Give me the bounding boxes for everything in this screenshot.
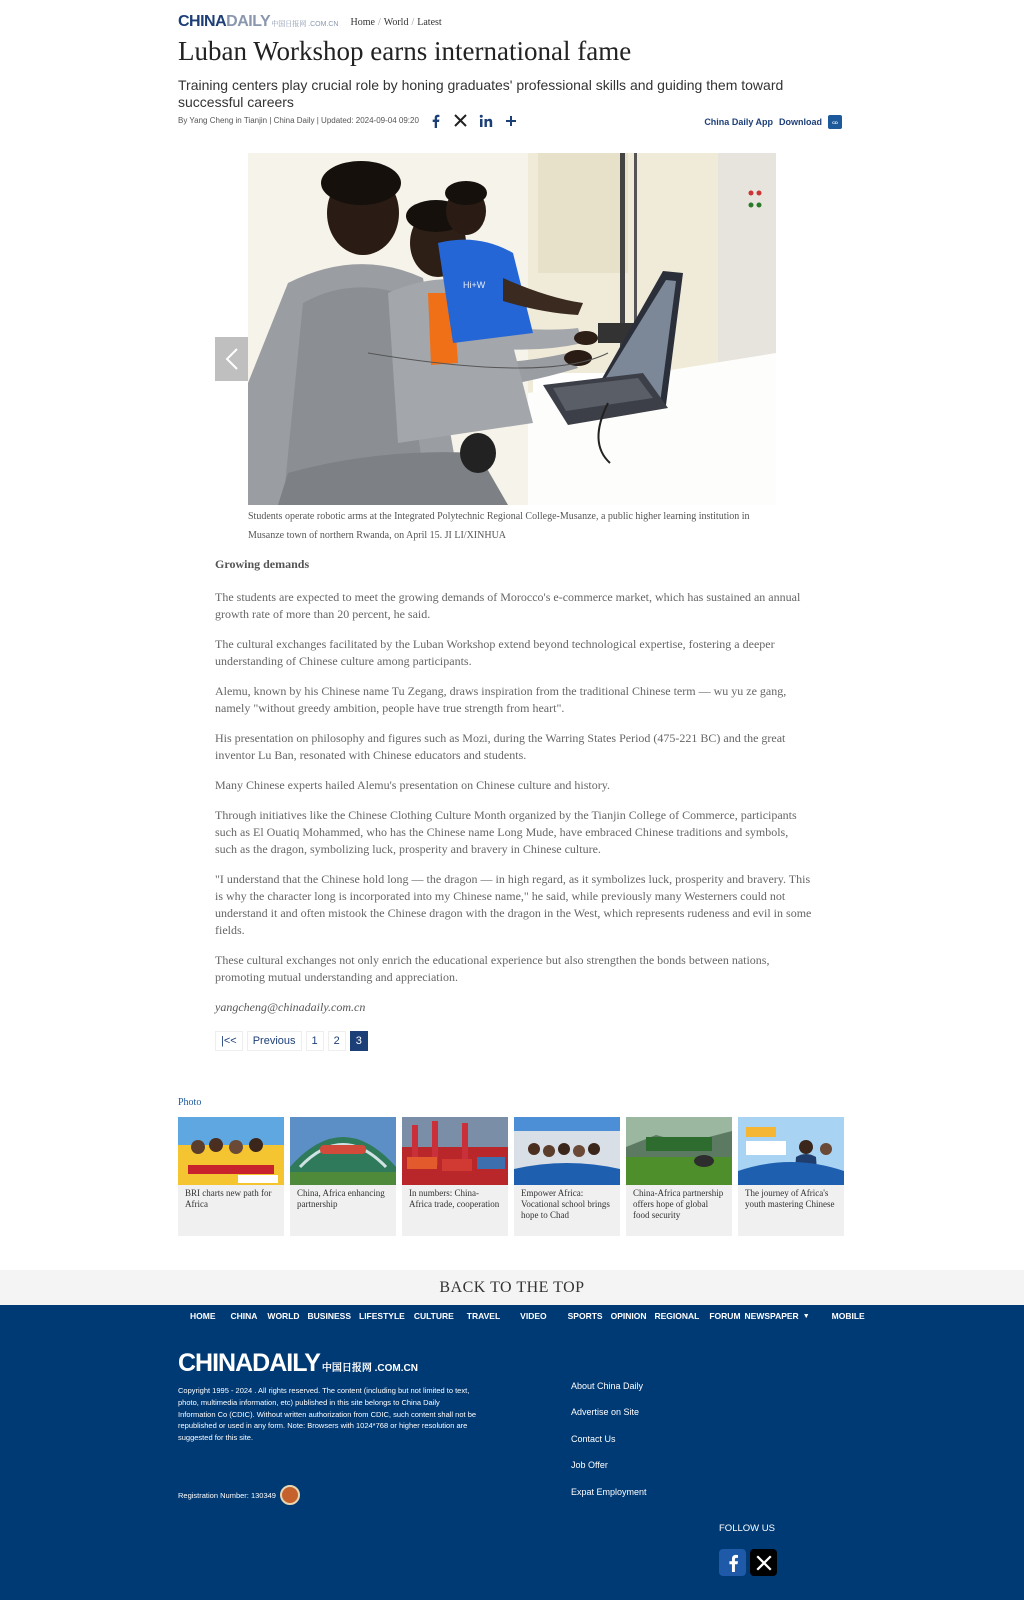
photo-card[interactable] [290,1117,396,1236]
footer-nav-forum[interactable]: FORUM [709,1311,741,1321]
plus-icon[interactable] [503,113,518,128]
photo-thumbnail [178,1117,284,1185]
police-badge-icon[interactable] [280,1485,300,1505]
photo-strip [178,1117,844,1236]
article-paragraph: "I understand that the Chinese hold long — the dragon — in high regard, as it symbolizes luck, prosperity and bravery. This is why the character long is incorporated into my Chinese name," he said, while previously many Westerners could not understand it and often mistook the Chinese dragon with the dragon in the West, which represents rudeness and evil in some fields. [215,872,812,937]
article-byline: By Yang Cheng in Tianjin | China Daily | Updated: 2024-09-04 09:20 [178,116,419,125]
breadcrumb-home[interactable]: Home [350,16,375,28]
article-photo [248,153,776,505]
photo-section-label[interactable]: Photo [178,1097,202,1108]
article-paragraph: Many Chinese experts hailed Alemu's presentation on Chinese culture and history. [215,778,610,792]
back-to-top-button[interactable]: BACK TO THE TOP [0,1270,1024,1305]
footer-links [571,1381,647,1513]
copyright-text: Copyright 1995 - 2024 . All rights reserved. The content (including but not limited to text, photo, multimedia information, etc) published in this site belongs to China Daily Information Co (CDIC). Without written authorization from CDIC, such content shall not be republished or used in any form. Note: Browsers with 1024*768 or higher resolution are suggested for this site. [178,1386,477,1443]
photo-card-title: The journey of Africa's youth mastering Chinese [745,1188,835,1209]
footer-link-contact[interactable]: Contact Us [571,1433,616,1444]
footer-nav-travel[interactable]: TRAVEL [466,1311,501,1321]
registration [178,1485,300,1505]
footer-nav-video[interactable]: VIDEO [520,1311,547,1321]
pager-page-1[interactable]: 1 [306,1031,324,1051]
photo-prev-button[interactable] [215,337,248,381]
registration-number: Registration Number: 130349 [178,1490,276,1500]
photo-card[interactable] [178,1117,284,1236]
photo-caption: Students operate robotic arms at the Integrated Polytechnic Regional College-Musanze, a public higher learning institution in Musanze town of northern Rwanda, on April 15. JI LI/XINHUA [248,511,750,541]
app-download [704,115,842,129]
photo-card-title: Empower Africa: Vocational school brings hope to Chad [521,1188,610,1220]
share-bar [428,113,518,128]
footer-nav-culture[interactable]: CULTURE [413,1311,454,1321]
footer-nav [190,1309,865,1323]
facebook-icon[interactable] [719,1549,746,1576]
footer-link-expat-employment[interactable]: Expat Employment [571,1486,647,1497]
author-email[interactable]: yangcheng@chinadaily.com.cn [215,1000,366,1014]
facebook-icon[interactable] [428,113,443,128]
top-bar [178,14,442,30]
article-subhead: Training centers play crucial role by honing graduates' professional skills and guiding them toward successful careers [178,77,784,110]
pager-page-2[interactable]: 2 [328,1031,346,1051]
footer-nav-regional[interactable]: REGIONAL [654,1311,700,1321]
footer-logo[interactable] [178,1349,418,1378]
svg-text:Hi+W: Hi+W [463,280,486,290]
photo-card-title: BRI charts new path for Africa [185,1188,272,1209]
section-heading: Growing demands [215,557,310,571]
photo-thumbnail [738,1117,844,1185]
x-icon[interactable] [750,1549,777,1576]
breadcrumb-latest[interactable]: Latest [417,16,442,28]
article-paragraph: The cultural exchanges facilitated by the Luban Workshop extend beyond technological expertise, fostering a deeper understanding of Chinese culture among participants. [215,637,775,668]
photo-card[interactable] [626,1117,732,1236]
article-paragraph: Through initiatives like the Chinese Clothing Culture Month organized by the Tianjin College of Commerce, participants such as El Ouatiq Mohammed, who has the Chinese name Long Mude, have embraced Chinese traditions and symbols, such as the dragon, symbolizing luck, prosperity and bravery in Chinese culture. [215,808,797,856]
students-robotics-photo [248,153,776,505]
article-paragraph: The students are expected to meet the growing demands of Morocco's e-commerce market, which has sustained an annual growth rate of more than 20 percent, he said. [215,590,801,621]
footer-link-advertise[interactable]: Advertise on Site [571,1407,640,1418]
article-paragraph: These cultural exchanges not only enrich the educational experience but also strengthen the bonds between nations, promoting mutual understanding and appreciation. [215,953,770,984]
footer [0,1305,1024,1600]
photo-thumbnail [514,1117,620,1185]
logo-text-china: CHINA [178,13,227,30]
article-paragraph: Alemu, known by his Chinese name Tu Zegang, draws inspiration from the traditional Chinese term — wu yu ze gang, namely "without greedy ambition, people have true strength from heart". [215,684,787,715]
logo-text-daily: DAILY [226,13,271,30]
footer-nav-mobile[interactable]: MOBILE [831,1311,865,1321]
article-headline: Luban Workshop earns international fame [178,36,632,66]
photo-card[interactable] [402,1117,508,1236]
chevron-left-icon [225,347,239,371]
footer-logo-cn: 中国日报网 .COM.CN [321,1363,418,1374]
article-body [215,556,813,1029]
footer-nav-sports[interactable]: SPORTS [567,1311,603,1321]
download-label[interactable]: Download [779,117,822,127]
article-paragraph: His presentation on philosophy and figures such as Mozi, during the Warring States Period (475-221 BC) and the great inventor Lu Ban, resonated with Chinese educators and students. [215,731,786,762]
follow-us-label: FOLLOW US [719,1523,775,1534]
breadcrumb-separator: / [411,16,415,28]
photo-card-title: In numbers: China-Africa trade, cooperation [409,1188,500,1209]
china-daily-logo[interactable] [178,13,338,31]
footer-nav-china[interactable]: CHINA [230,1311,258,1321]
photo-thumbnail [290,1117,396,1185]
pagination [215,1031,368,1051]
photo-thumbnail [626,1117,732,1185]
footer-link-about[interactable]: About China Daily [571,1381,644,1391]
footer-nav-business[interactable]: BUSINESS [307,1311,351,1321]
photo-card-title: China, Africa enhancing partnership [297,1188,385,1209]
breadcrumb [350,17,441,28]
breadcrumb-separator: / [377,16,381,28]
breadcrumb-world[interactable]: World [383,16,409,28]
logo-text-cn: 中国日报网 .COM.CN [271,21,339,28]
pager-page-3[interactable]: 3 [350,1031,368,1051]
photo-thumbnail [402,1117,508,1185]
footer-nav-opinion[interactable]: OPINION [610,1311,647,1321]
pager-previous[interactable]: Previous [247,1031,302,1051]
china-daily-app-icon[interactable]: CD [828,115,842,129]
caret-down-icon[interactable]: ▼ [802,1312,810,1320]
photo-card[interactable] [514,1117,620,1236]
x-icon[interactable] [453,113,468,128]
footer-link-job-offer[interactable]: Job Offer [571,1460,608,1471]
photo-card-title: China-Africa partnership offers hope of global food security [633,1188,724,1220]
footer-logo-text: CHINADAILY [178,1349,320,1377]
app-label[interactable]: China Daily App [704,117,773,127]
pager-first[interactable]: |<< [215,1031,243,1051]
footer-nav-home[interactable]: HOME [190,1311,216,1321]
linkedin-icon[interactable] [478,113,493,128]
photo-card[interactable] [738,1117,844,1236]
footer-nav-lifestyle[interactable]: LIFESTYLE [359,1311,405,1321]
footer-nav-world[interactable]: WORLD [267,1311,300,1321]
social-links [719,1549,777,1576]
footer-nav-newspaper[interactable]: NEWSPAPER [744,1311,799,1321]
